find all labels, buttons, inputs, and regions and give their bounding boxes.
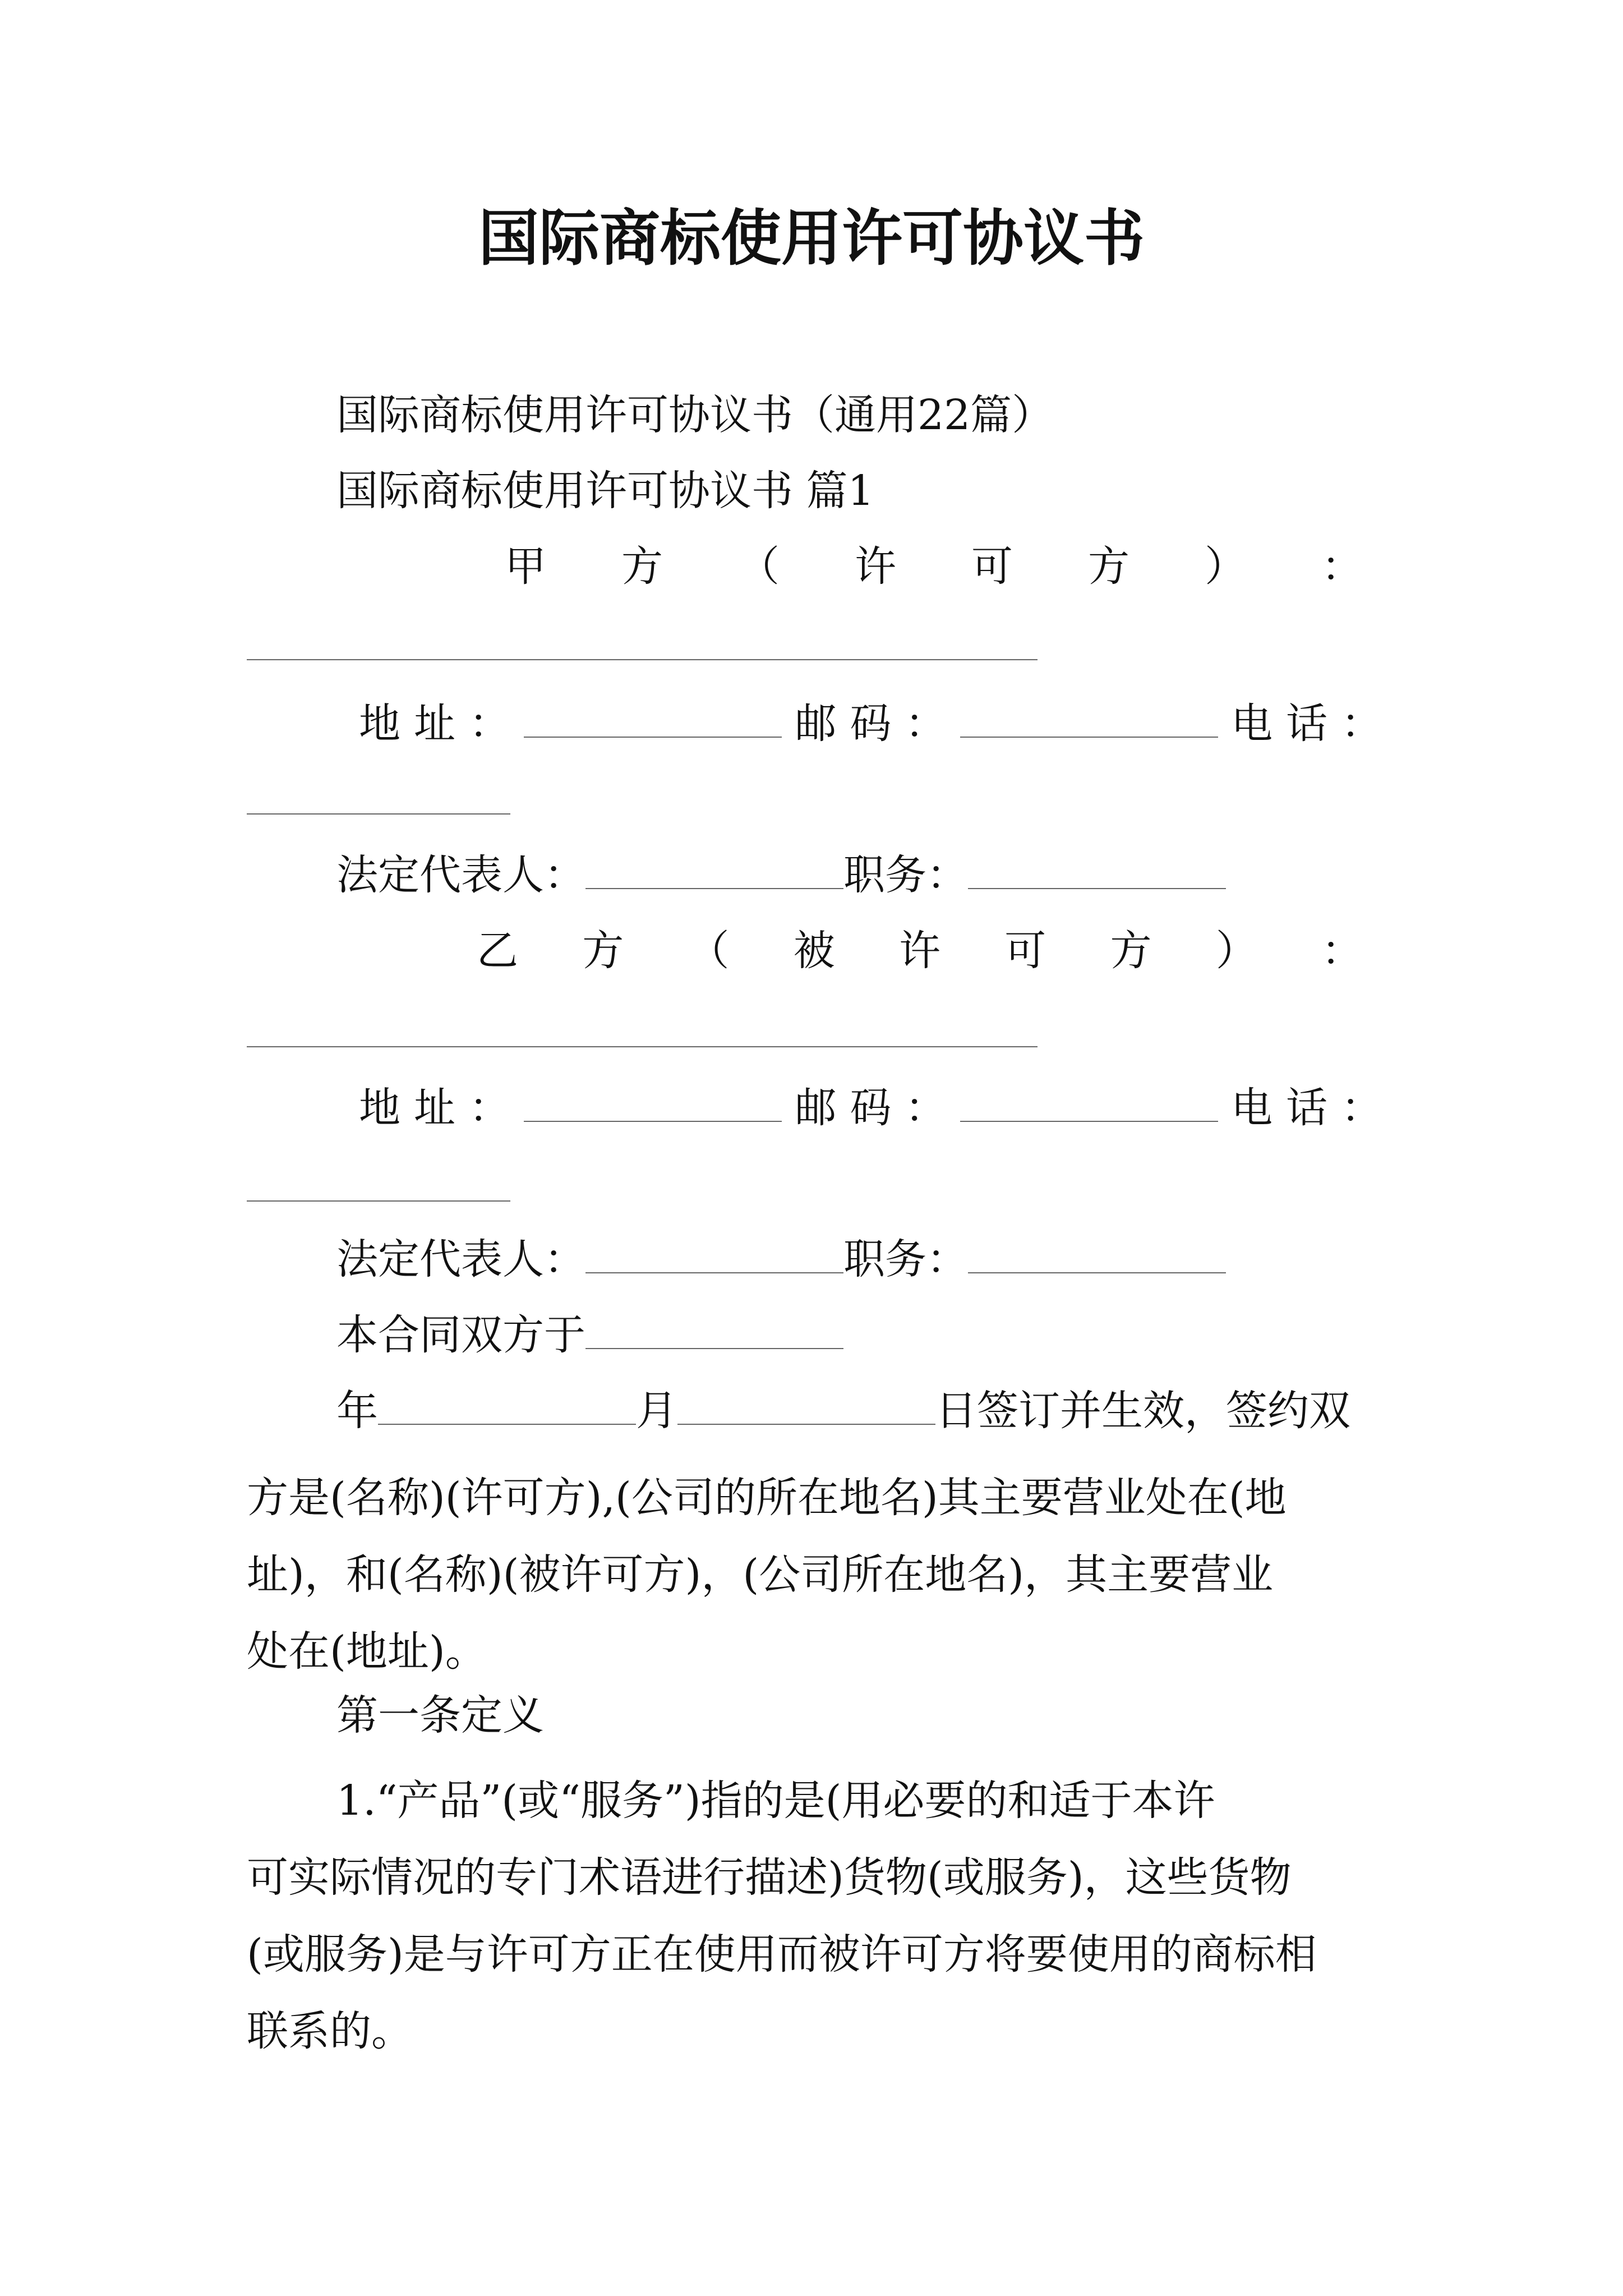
party-a-label: 甲 方 （ 许 可 方 ） ：	[505, 542, 1363, 591]
rep-blank	[585, 1237, 843, 1273]
sign-date-blank	[585, 1313, 843, 1349]
party-a-name-blank	[247, 659, 1038, 660]
phone-label: 电话：	[1231, 700, 1396, 748]
position-blank	[968, 1237, 1226, 1273]
address-label: 地址：	[359, 1084, 524, 1132]
sign-line: 本合同双方于	[336, 1307, 1475, 1363]
postcode-blank	[960, 702, 1218, 738]
position-label: 职务：	[843, 851, 968, 899]
article-line: (或服务)是与许可方正在使用而被许可方将要使用的商标相	[247, 1930, 1317, 1978]
intro-line: 方是(名称)(许可方),(公司的所在地名)其主要营业处在(地	[247, 1474, 1287, 1522]
rep-label: 法定代表人：	[336, 1235, 585, 1283]
postcode-blank	[960, 1086, 1218, 1122]
rep-label: 法定代表人：	[336, 851, 585, 899]
month-blank	[378, 1389, 636, 1425]
article-1-first-line: 1.“产品”(或“服务”)指的是(用必要的和适于本许	[336, 1777, 1215, 1825]
phone-label: 电话：	[1231, 1084, 1396, 1132]
party-b-label: 乙 方 （ 被 许 可 方 ） ：	[477, 927, 1363, 975]
address-blank	[524, 1086, 782, 1122]
article-line: 联系的。	[247, 2007, 413, 2055]
intro-line: 处在(地址)。	[247, 1627, 487, 1676]
party-b-phone-blank	[247, 1200, 510, 1202]
intro-line: 址)，和(名称)(被许可方)，(公司所在地名)，其主要营业	[247, 1550, 1274, 1599]
day-blank	[677, 1389, 935, 1425]
party-b-rep-row	[336, 1231, 1475, 1287]
postcode-label: 邮码：	[795, 700, 960, 748]
address-label: 地址：	[359, 700, 524, 748]
document-title: 国际商标使用许可协议书	[478, 203, 1145, 274]
party-a-phone-blank	[247, 813, 510, 815]
postcode-label: 邮码：	[795, 1084, 960, 1132]
address-blank	[524, 702, 782, 738]
rep-blank	[585, 853, 843, 889]
position-label: 职务：	[843, 1235, 968, 1283]
article-line: 可实际情况的专门术语进行描述)货物(或服务)，这些货物	[247, 1853, 1292, 1902]
article-1-paragraph	[247, 1839, 1385, 2070]
party-a-rep-row	[336, 847, 1475, 903]
position-blank	[968, 853, 1226, 889]
article-1-heading: 第一条定义	[336, 1691, 544, 1740]
section-heading: 国际商标使用许可协议书 篇1	[336, 467, 874, 515]
date-line: 年 月 日签订并生效，签约双	[336, 1387, 1350, 1435]
party-b-name-blank	[247, 1046, 1038, 1047]
party-b-contact-row	[359, 1080, 1396, 1136]
subtitle: 国际商标使用许可协议书（通用22篇）	[336, 391, 1054, 439]
intro-paragraph	[247, 1460, 1385, 1690]
party-a-contact-row	[359, 696, 1396, 752]
